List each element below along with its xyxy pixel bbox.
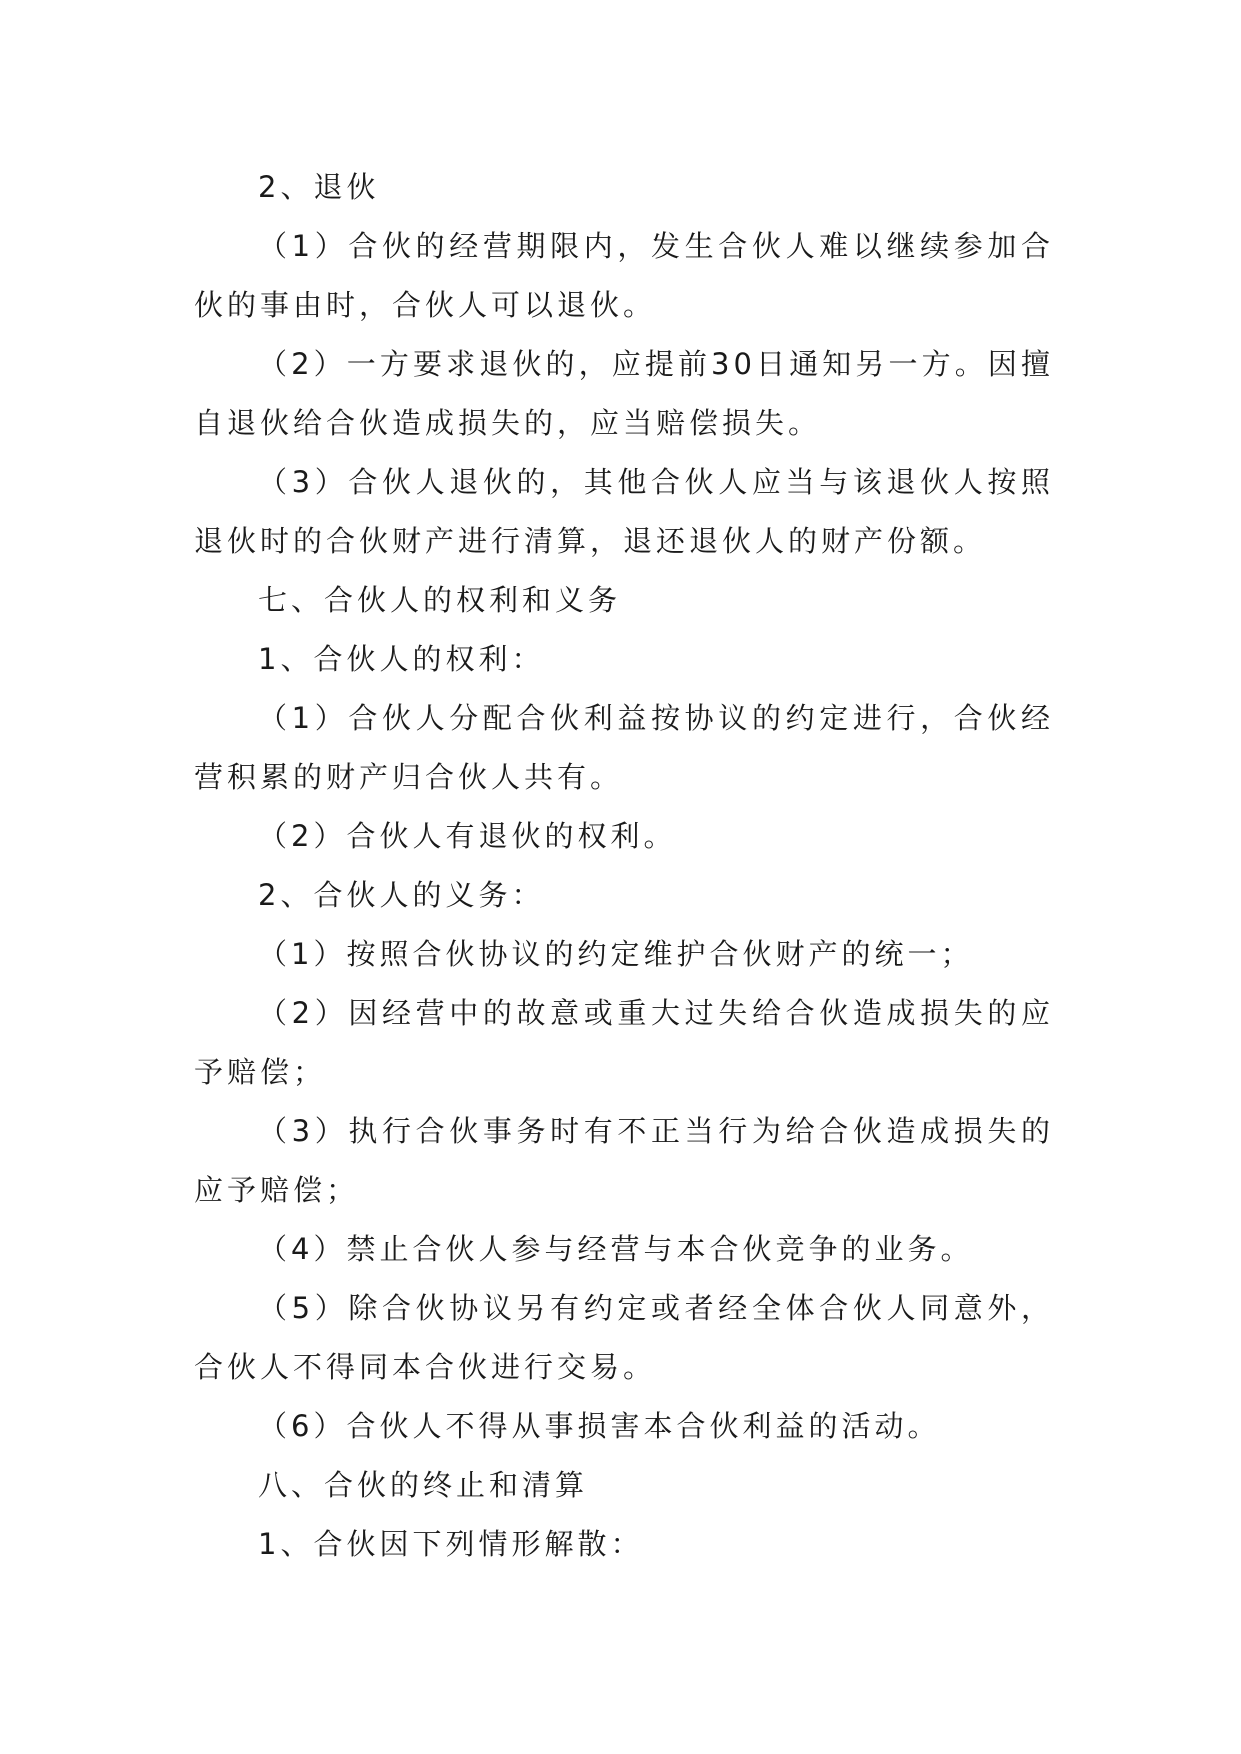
withdrawal-clause-3: （3）合伙人退伙的，其他合伙人应当与该退伙人按照退伙时的合伙财产进行清算，退还退伙人的财产份额。	[194, 465, 1054, 558]
subheading-partner-rights: 1、合伙人的权利：	[258, 642, 545, 676]
subheading-partner-obligations: 2、合伙人的义务：	[258, 878, 545, 912]
obligations-clause-3: （3）执行合伙事务时有不正当行为给合伙造成损失的应予赔偿；	[194, 1114, 1054, 1207]
obligations-clause-1: （1）按照合伙协议的约定维护合伙财产的统一；	[258, 937, 974, 971]
obligations-clause-2: （2）因经营中的故意或重大过失给合伙造成损失的应予赔偿；	[194, 996, 1054, 1089]
obligations-clause-6: （6）合伙人不得从事损害本合伙利益的活动。	[258, 1409, 941, 1443]
obligations-clause-4: （4）禁止合伙人参与经营与本合伙竞争的业务。	[258, 1232, 974, 1266]
rights-clause-2: （2）合伙人有退伙的权利。	[258, 819, 677, 853]
rights-clause-1: （1）合伙人分配合伙利益按协议的约定进行，合伙经营积累的财产归合伙人共有。	[194, 701, 1054, 794]
withdrawal-clause-2: （2）一方要求退伙的，应提前30日通知另一方。因擅自退伙给合伙造成损失的，应当赔偿损失。	[194, 347, 1054, 440]
section-heading-termination: 八、合伙的终止和清算	[258, 1468, 589, 1502]
withdrawal-clause-1: （1）合伙的经营期限内，发生合伙人难以继续参加合伙的事由时，合伙人可以退伙。	[194, 229, 1054, 322]
section-heading-rights-obligations: 七、合伙人的权利和义务	[258, 583, 622, 617]
document-body	[194, 158, 1054, 1574]
subheading-dissolution: 1、合伙因下列情形解散：	[258, 1527, 644, 1561]
obligations-clause-5: （5）除合伙协议另有约定或者经全体合伙人同意外，合伙人不得同本合伙进行交易。	[194, 1291, 1054, 1384]
section-heading-withdrawal: 2、退伙	[258, 170, 380, 204]
